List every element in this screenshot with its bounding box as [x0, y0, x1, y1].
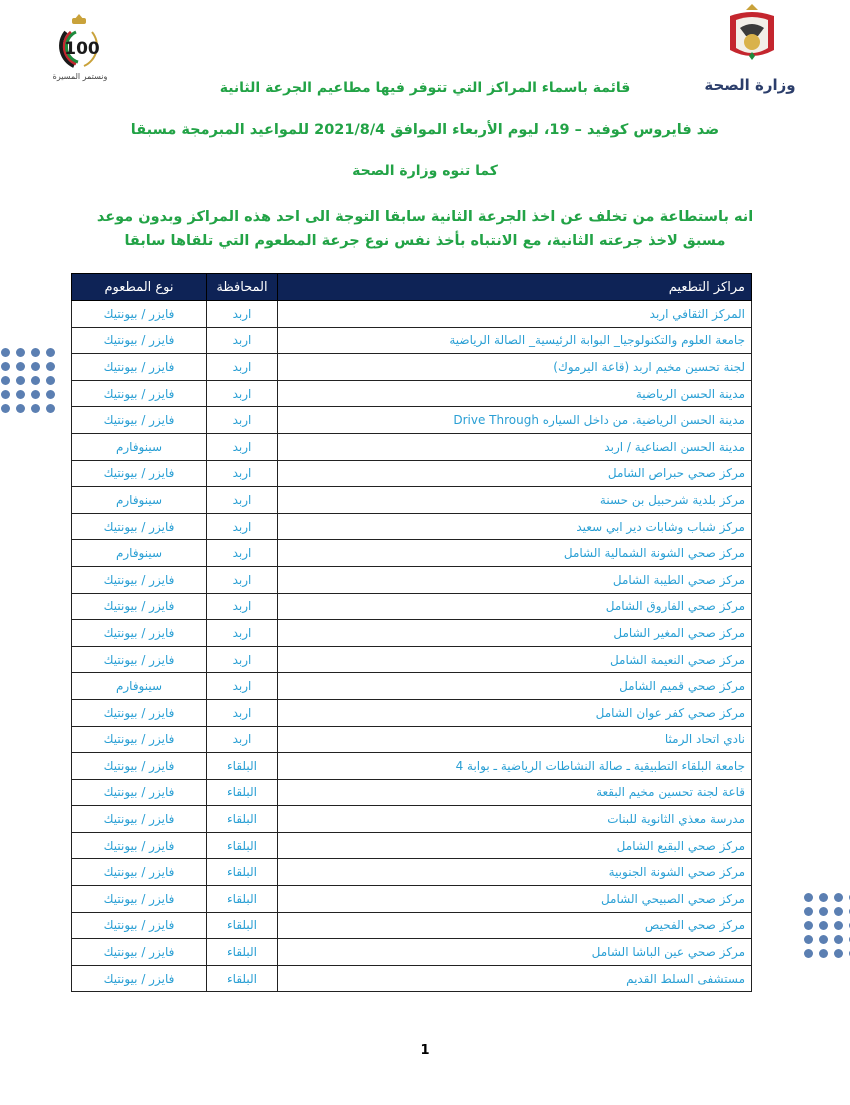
- table-row: [72, 301, 752, 328]
- dot-icon: [819, 893, 828, 902]
- walk-in-note-line-2: مسبق لاخذ جرعته الثانية، مع الانتباه بأخذ نفس نوع جرعة المطعوم التي تلقاها سابقا: [124, 233, 726, 249]
- cell-governorate: اربد: [207, 593, 278, 620]
- cell-governorate: البلقاء: [207, 779, 278, 806]
- table-row: [72, 939, 752, 966]
- cell-vaccine-type: فايزر / بيونتيك: [72, 832, 207, 859]
- table-row: [72, 779, 752, 806]
- table-row: [72, 859, 752, 886]
- dot-icon: [804, 935, 813, 944]
- cell-governorate: البلقاء: [207, 939, 278, 966]
- cell-center-name: مركز صحي النعيمة الشامل: [278, 646, 752, 673]
- announcement-heading: كما تنوه وزارة الصحة: [352, 163, 498, 179]
- column-header-governorate: المحافظة: [207, 274, 278, 301]
- dot-icon: [1, 348, 10, 357]
- centennial-tagline: ونستمر المسيرة: [52, 72, 108, 81]
- table-row: [72, 593, 752, 620]
- table-row: [72, 354, 752, 381]
- cell-vaccine-type: فايزر / بيونتيك: [72, 513, 207, 540]
- dot-icon: [819, 921, 828, 930]
- document-subtitle: ضد فايروس كوفيد – 19، ليوم الأربعاء الموافق 2021/8/4 للمواعيد المبرمجة مسبقا: [130, 122, 720, 138]
- table-row: [72, 487, 752, 514]
- cell-vaccine-type: فايزر / بيونتيك: [72, 354, 207, 381]
- table-row: [72, 540, 752, 567]
- table-row: [72, 832, 752, 859]
- cell-governorate: اربد: [207, 673, 278, 700]
- table-body: [72, 301, 752, 992]
- decorative-dot-grid-right: [804, 893, 850, 958]
- cell-governorate: اربد: [207, 327, 278, 354]
- cell-governorate: اربد: [207, 726, 278, 753]
- cell-center-name: مركز شباب وشابات دير ابي سعيد: [278, 513, 752, 540]
- cell-governorate: اربد: [207, 380, 278, 407]
- dot-icon: [46, 390, 55, 399]
- svg-text:100: 100: [64, 39, 100, 59]
- cell-vaccine-type: فايزر / بيونتيك: [72, 593, 207, 620]
- table-row: [72, 566, 752, 593]
- dot-icon: [16, 348, 25, 357]
- cell-governorate: اربد: [207, 301, 278, 328]
- dot-icon: [31, 404, 40, 413]
- dot-icon: [834, 921, 843, 930]
- dot-icon: [46, 348, 55, 357]
- dot-icon: [804, 949, 813, 958]
- cell-vaccine-type: فايزر / بيونتيك: [72, 753, 207, 780]
- vaccination-centers-table: [71, 273, 752, 992]
- cell-vaccine-type: سينوفارم: [72, 540, 207, 567]
- table-row: [72, 513, 752, 540]
- table-row: [72, 806, 752, 833]
- cell-center-name: جامعة البلقاء التطبيقية ـ صالة النشاطات الرياضية ـ بوابة 4: [278, 753, 752, 780]
- table-row: [72, 753, 752, 780]
- table-row: [72, 327, 752, 354]
- cell-center-name: مركز صحي الفاروق الشامل: [278, 593, 752, 620]
- cell-center-name: مركز صحي الشونة الشمالية الشامل: [278, 540, 752, 567]
- cell-governorate: البلقاء: [207, 859, 278, 886]
- cell-center-name: مدينة الحسن الرياضية. من داخل السياره Drive Through: [278, 407, 752, 434]
- cell-governorate: اربد: [207, 566, 278, 593]
- cell-center-name: مركز صحي الفحيص: [278, 912, 752, 939]
- dot-icon: [31, 362, 40, 371]
- cell-vaccine-type: فايزر / بيونتيك: [72, 301, 207, 328]
- walk-in-note: [0, 205, 850, 253]
- cell-center-name: مستشفى السلط القديم: [278, 965, 752, 992]
- document-title: قائمة باسماء المراكز التي تتوفر فيها مطاعيم الجرعة الثانية: [219, 80, 631, 96]
- cell-vaccine-type: سينوفارم: [72, 673, 207, 700]
- dot-icon: [46, 404, 55, 413]
- dot-icon: [819, 949, 828, 958]
- dot-icon: [1, 390, 10, 399]
- column-header-center: مراكز التطعيم: [278, 274, 752, 301]
- table-row: [72, 433, 752, 460]
- cell-center-name: مدينة الحسن الرياضية: [278, 380, 752, 407]
- column-header-vaccine-type: نوع المطعوم: [72, 274, 207, 301]
- table-row: [72, 620, 752, 647]
- dot-icon: [31, 348, 40, 357]
- page-number: 1: [420, 1043, 430, 1058]
- cell-governorate: اربد: [207, 487, 278, 514]
- jordan-coat-of-arms-logo: [722, 2, 782, 66]
- dot-icon: [819, 935, 828, 944]
- cell-governorate: اربد: [207, 646, 278, 673]
- decorative-dot-grid-left: [1, 348, 56, 413]
- dot-icon: [16, 390, 25, 399]
- cell-vaccine-type: فايزر / بيونتيك: [72, 886, 207, 913]
- cell-center-name: مركز صحي الصبيحي الشامل: [278, 886, 752, 913]
- cell-governorate: اربد: [207, 513, 278, 540]
- cell-vaccine-type: فايزر / بيونتيك: [72, 912, 207, 939]
- table-row: [72, 460, 752, 487]
- cell-center-name: مركز بلدية شرحبيل بن حسنة: [278, 487, 752, 514]
- cell-vaccine-type: فايزر / بيونتيك: [72, 620, 207, 647]
- dot-icon: [31, 390, 40, 399]
- cell-governorate: البلقاء: [207, 832, 278, 859]
- cell-center-name: مركز صحي الطيبة الشامل: [278, 566, 752, 593]
- dot-icon: [16, 376, 25, 385]
- cell-center-name: مركز صحي قميم الشامل: [278, 673, 752, 700]
- cell-governorate: اربد: [207, 460, 278, 487]
- centennial-emblem-icon: [48, 10, 110, 72]
- table-header-row: [72, 274, 752, 301]
- dot-icon: [1, 362, 10, 371]
- ministry-of-health-label: وزارة الصحة: [704, 76, 796, 94]
- dot-icon: [1, 376, 10, 385]
- cell-vaccine-type: فايزر / بيونتيك: [72, 779, 207, 806]
- table-row: [72, 646, 752, 673]
- dot-icon: [46, 362, 55, 371]
- cell-vaccine-type: فايزر / بيونتيك: [72, 646, 207, 673]
- cell-center-name: المركز الثقافي اربد: [278, 301, 752, 328]
- cell-center-name: مدينة الحسن الصناعية / اربد: [278, 433, 752, 460]
- table-row: [72, 699, 752, 726]
- walk-in-note-line-1: انه باستطاعة من تخلف عن اخذ الجرعة الثانية سابقا التوجة الى احد هذه المراكز وبدون موعد: [96, 209, 754, 225]
- dot-icon: [804, 921, 813, 930]
- dot-icon: [834, 935, 843, 944]
- coat-of-arms-icon: [722, 2, 782, 66]
- dot-icon: [819, 907, 828, 916]
- cell-center-name: مركز صحي كفر عوان الشامل: [278, 699, 752, 726]
- cell-vaccine-type: فايزر / بيونتيك: [72, 859, 207, 886]
- cell-governorate: البلقاء: [207, 886, 278, 913]
- cell-vaccine-type: فايزر / بيونتيك: [72, 407, 207, 434]
- cell-governorate: البلقاء: [207, 806, 278, 833]
- table-row: [72, 886, 752, 913]
- cell-center-name: مركز صحي المغير الشامل: [278, 620, 752, 647]
- cell-center-name: مركز صحي عين الباشا الشامل: [278, 939, 752, 966]
- dot-icon: [804, 907, 813, 916]
- table-row: [72, 380, 752, 407]
- cell-governorate: اربد: [207, 620, 278, 647]
- cell-vaccine-type: فايزر / بيونتيك: [72, 380, 207, 407]
- dot-icon: [46, 376, 55, 385]
- dot-icon: [834, 907, 843, 916]
- cell-vaccine-type: فايزر / بيونتيك: [72, 806, 207, 833]
- cell-center-name: لجنة تحسين مخيم اربد (قاعة اليرموك): [278, 354, 752, 381]
- cell-center-name: قاعة لجنة تحسين مخيم البقعة: [278, 779, 752, 806]
- cell-center-name: نادي اتحاد الرمثا: [278, 726, 752, 753]
- cell-vaccine-type: فايزر / بيونتيك: [72, 566, 207, 593]
- cell-center-name: مركز صحي الشونة الجنوبية: [278, 859, 752, 886]
- cell-governorate: اربد: [207, 354, 278, 381]
- cell-governorate: اربد: [207, 699, 278, 726]
- cell-vaccine-type: فايزر / بيونتيك: [72, 699, 207, 726]
- cell-governorate: اربد: [207, 433, 278, 460]
- table-row: [72, 912, 752, 939]
- cell-vaccine-type: فايزر / بيونتيك: [72, 965, 207, 992]
- cell-center-name: مركز صحي حبراص الشامل: [278, 460, 752, 487]
- table-row: [72, 673, 752, 700]
- table-row: [72, 726, 752, 753]
- cell-vaccine-type: سينوفارم: [72, 433, 207, 460]
- dot-icon: [16, 404, 25, 413]
- cell-governorate: البلقاء: [207, 965, 278, 992]
- dot-icon: [804, 893, 813, 902]
- cell-governorate: البلقاء: [207, 912, 278, 939]
- dot-icon: [834, 949, 843, 958]
- table-row: [72, 407, 752, 434]
- cell-center-name: مدرسة معذي الثانوية للبنات: [278, 806, 752, 833]
- table-row: [72, 965, 752, 992]
- cell-vaccine-type: فايزر / بيونتيك: [72, 327, 207, 354]
- dot-icon: [31, 376, 40, 385]
- dot-icon: [16, 362, 25, 371]
- cell-center-name: جامعة العلوم والتكنولوجيا_ البوابة الرئيسية_ الصالة الرياضية: [278, 327, 752, 354]
- cell-vaccine-type: فايزر / بيونتيك: [72, 460, 207, 487]
- cell-governorate: البلقاء: [207, 753, 278, 780]
- dot-icon: [834, 893, 843, 902]
- cell-governorate: اربد: [207, 540, 278, 567]
- cell-vaccine-type: سينوفارم: [72, 487, 207, 514]
- cell-vaccine-type: فايزر / بيونتيك: [72, 939, 207, 966]
- cell-vaccine-type: فايزر / بيونتيك: [72, 726, 207, 753]
- dot-icon: [1, 404, 10, 413]
- cell-center-name: مركز صحي البقيع الشامل: [278, 832, 752, 859]
- cell-governorate: اربد: [207, 407, 278, 434]
